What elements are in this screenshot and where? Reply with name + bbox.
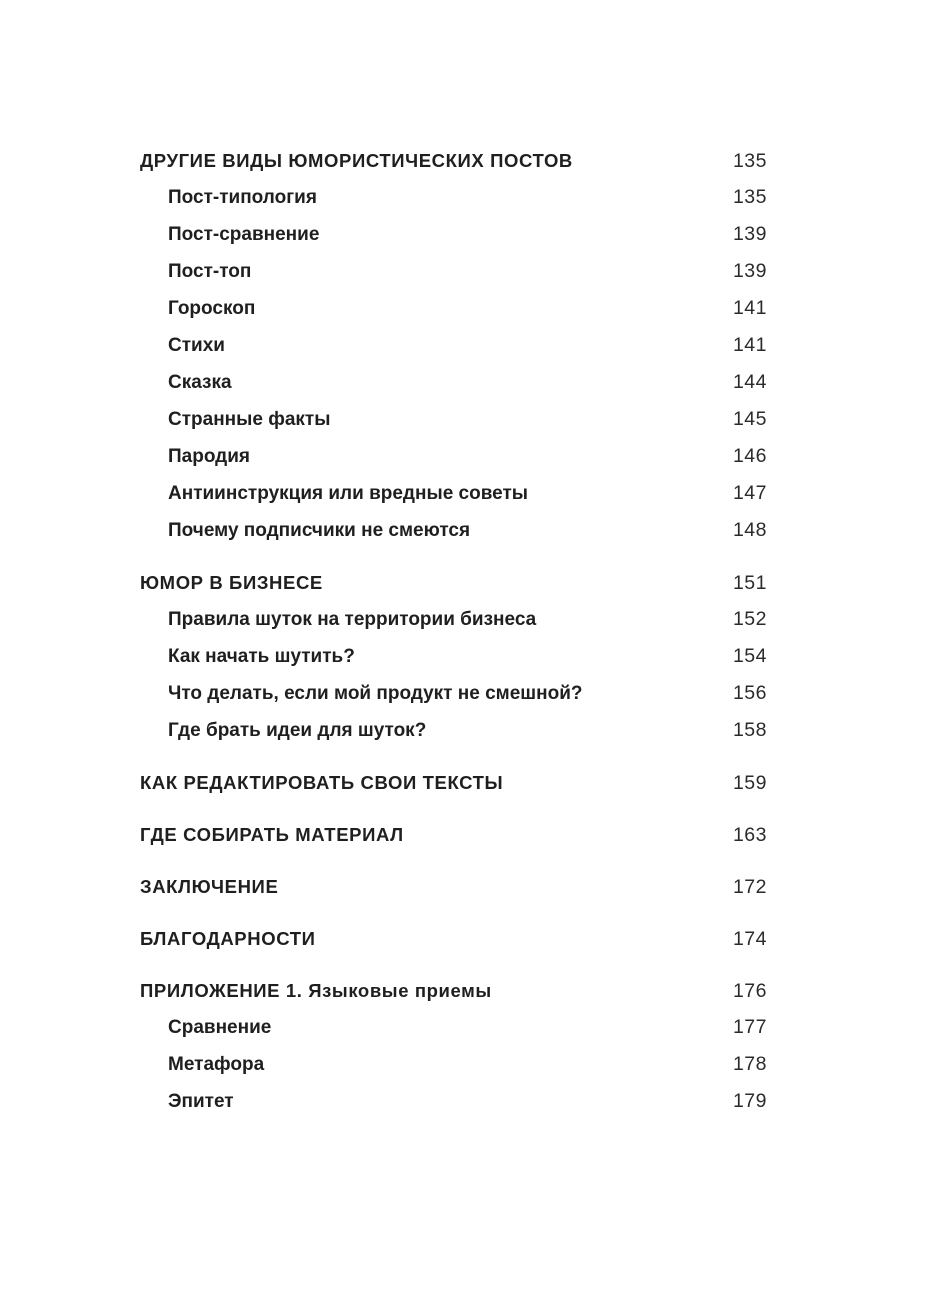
- toc-entry-page-number: 135: [732, 186, 767, 208]
- toc-row: [140, 364, 767, 401]
- toc-entry-page-number: 158: [732, 719, 767, 741]
- toc-row: [140, 868, 767, 905]
- toc-row: [140, 712, 767, 749]
- toc-entry-label: Пост-сравнение: [168, 224, 320, 245]
- toc-entry-page-number: 177: [732, 1016, 767, 1038]
- toc-entry-label: КАК РЕДАКТИРОВАТЬ СВОИ ТЕКСТЫ: [140, 772, 504, 793]
- toc-entry-page-number: 139: [732, 223, 767, 245]
- toc-entry-page-number: 172: [732, 876, 767, 898]
- toc-entry-label: Пост-типология: [168, 187, 317, 208]
- toc-row: [140, 142, 767, 179]
- toc-entry-label: ЗАКЛЮЧЕНИЕ: [140, 876, 279, 897]
- toc-entry-page-number: 159: [732, 772, 767, 794]
- toc-row: [140, 401, 767, 438]
- toc-entry-label: Правила шуток на территории бизнеса: [168, 609, 537, 630]
- toc-entry-label: Эпитет: [168, 1091, 234, 1112]
- toc-row: [140, 638, 767, 675]
- toc-row: [140, 675, 767, 712]
- toc-entry-page-number: 154: [732, 645, 767, 667]
- toc-entry-label: БЛАГОДАРНОСТИ: [140, 928, 316, 949]
- toc-entry-label: Гороскоп: [168, 298, 256, 319]
- toc-row: [140, 475, 767, 512]
- toc-row: [140, 920, 767, 957]
- toc-entry-label: Где брать идеи для шуток?: [168, 720, 427, 741]
- toc-entry-page-number: 151: [732, 572, 767, 594]
- toc-row: [140, 179, 767, 216]
- toc-row: [140, 512, 767, 549]
- toc-entry-page-number: 147: [732, 482, 767, 504]
- toc-entry-label: ГДЕ СОБИРАТЬ МАТЕРИАЛ: [140, 824, 404, 845]
- toc-entry-page-number: 141: [732, 334, 767, 356]
- toc-entry-page-number: 179: [732, 1090, 767, 1112]
- toc-entry-label: Как начать шутить?: [168, 646, 355, 667]
- toc-row: [140, 327, 767, 364]
- toc-entry-label: Что делать, если мой продукт не смешной?: [168, 683, 583, 704]
- toc-entry-page-number: 152: [732, 608, 767, 630]
- toc-entry-label: Почему подписчики не смеются: [168, 520, 471, 541]
- toc-row: [140, 816, 767, 853]
- toc-row: [140, 1083, 767, 1120]
- toc-row: [140, 253, 767, 290]
- toc-entry-label: Антиинструкция или вредные советы: [168, 483, 528, 504]
- toc-entry-label: Сказка: [168, 372, 232, 393]
- toc-entry-page-number: 139: [732, 260, 767, 282]
- toc-row: [140, 601, 767, 638]
- toc-entry-page-number: 163: [732, 824, 767, 846]
- toc-entry-label: Пост-топ: [168, 261, 252, 282]
- toc-entry-label: Стихи: [168, 335, 225, 356]
- toc-row: [140, 290, 767, 327]
- toc-entry-page-number: 146: [732, 445, 767, 467]
- toc-entry-page-number: 135: [732, 150, 767, 172]
- toc-entry-page-number: 174: [732, 928, 767, 950]
- toc-row: [140, 972, 767, 1009]
- toc-entry-page-number: 176: [732, 980, 767, 1002]
- toc-row: [140, 216, 767, 253]
- toc-row: [140, 1046, 767, 1083]
- toc-entry-label: Сравнение: [168, 1017, 272, 1038]
- toc-entry-label: Пародия: [168, 446, 251, 467]
- toc-entry-label: ДРУГИЕ ВИДЫ ЮМОРИСТИЧЕСКИХ ПОСТОВ: [140, 150, 573, 171]
- toc-entry-list: [140, 142, 767, 1120]
- toc-entry-page-number: 178: [732, 1053, 767, 1075]
- toc-row: [140, 1009, 767, 1046]
- toc-row: [140, 564, 767, 601]
- toc-entry-page-number: 148: [732, 519, 767, 541]
- toc-entry-label: ПРИЛОЖЕНИЕ 1. Языковые приемы: [140, 980, 492, 1001]
- toc-entry-label: Метафора: [168, 1054, 265, 1075]
- toc-entry-page-number: 156: [732, 682, 767, 704]
- toc-entry-page-number: 144: [732, 371, 767, 393]
- toc-entry-label: ЮМОР В БИЗНЕСЕ: [140, 572, 323, 593]
- toc-row: [140, 764, 767, 801]
- toc-row: [140, 438, 767, 475]
- toc-entry-page-number: 145: [732, 408, 767, 430]
- toc-entry-label: Странные факты: [168, 409, 331, 430]
- toc-entry-page-number: 141: [732, 297, 767, 319]
